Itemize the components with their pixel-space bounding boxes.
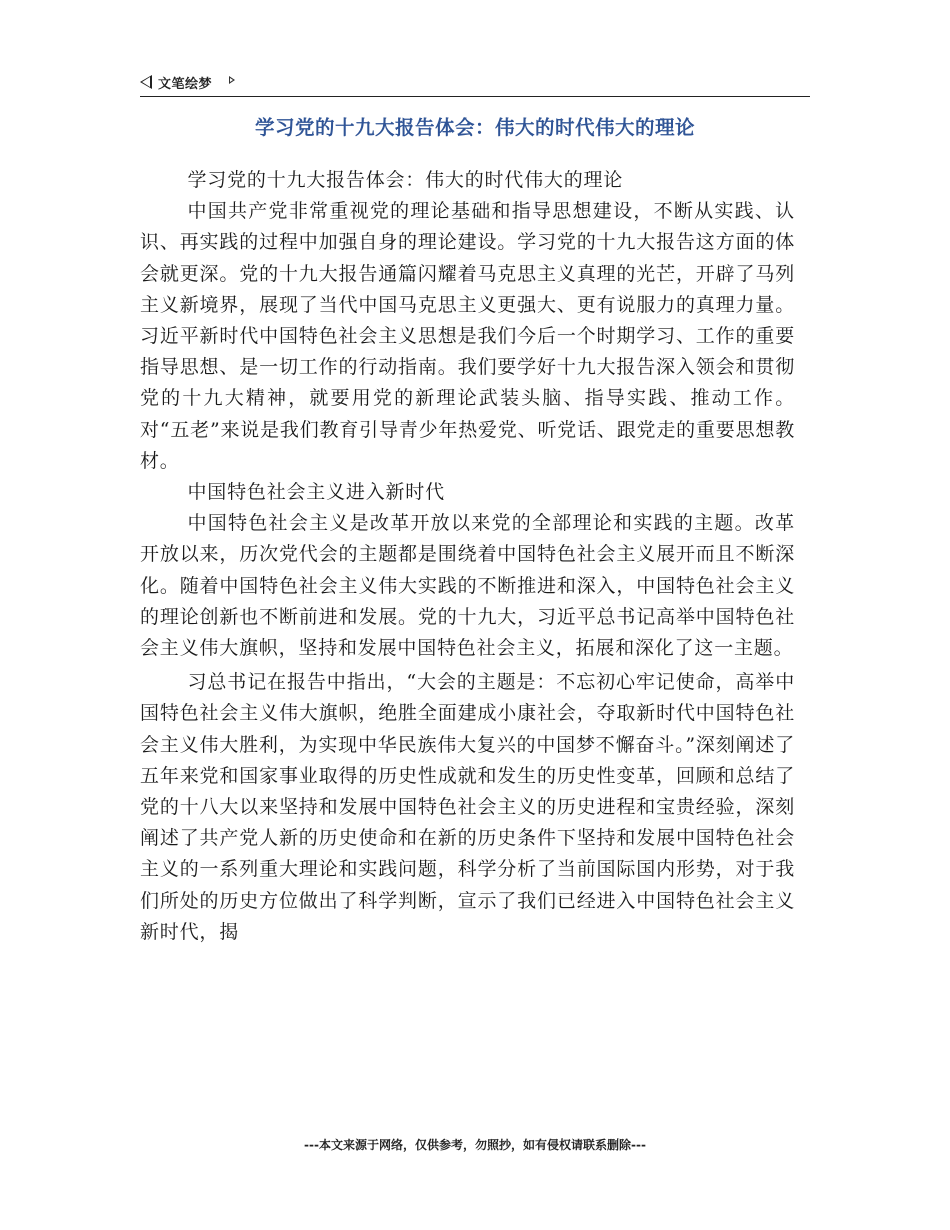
section-heading: 中国特色社会主义进入新时代 <box>187 481 445 504</box>
header-brand: 文笔绘梦 <box>158 77 213 92</box>
triangle-left-icon <box>140 75 152 89</box>
paragraph: 学习党的十九大报告体会：伟大的时代伟大的理论 <box>187 169 624 191</box>
page-header <box>140 66 810 97</box>
document-title: 学习党的十九大报告体会：伟大的时代伟大的理论 <box>254 116 695 139</box>
footer-disclaimer: ---本文来源于网络，仅供参考，勿照抄，如有侵权请联系删除--- <box>304 1138 646 1152</box>
paragraph: 中国共产党非常重视党的理论基础和指导思想建设，不断从实践、认识、再实践的过程中加强自身的理论建设。学习党的十九大报告这方面的体会就更深。党的十九大报告通篇闪耀着马克思主义真理的光芒，开辟了马列主义新境界，展现了当代中国马克思主义更强大、更有说服力的真理力量。习近平新时代中国特色社会主义思想是我们今后一个时期学习、工作的重要指导思想、是一切工作的行动指南。我们要学好十九大报告深入领会和贯彻党的十九大精神，就要用党的新理论武装头脑、指导实践、推动工作。对“五老”来说是我们教育引导青少年热爱党、听党话、跟党走的重要思想教材。 <box>140 200 795 472</box>
document-body <box>140 165 795 948</box>
paragraph: 中国特色社会主义是改革开放以来党的全部理论和实践的主题。改革开放以来，历次党代会的主题都是围绕着中国特色社会主义展开而且不断深化。随着中国特色社会主义伟大实践的不断推进和深入，中国特色社会主义的理论创新也不断前进和发展。党的十九大，习近平总书记高举中国特色社会主义伟大旗帜，坚持和发展中国特色社会主义，拓展和深化了这一主题。 <box>140 512 795 660</box>
paragraph: 习总书记在报告中指出，“大会的主题是：不忘初心牢记使命，高举中国特色社会主义伟大旗帜，绝胜全面建成小康社会，夺取新时代中国特色社会主义伟大胜利，为实现中华民族伟大复兴的中国梦不懈奋斗。”深刻阐述了五年来党和国家事业取得的历史性成就和发生的历史性变革，回顾和总结了党的十八大以来坚持和发展中国特色社会主义的历史进程和宝贵经验，深刻阐述了共产党人新的历史使命和在新的历史条件下坚持和发展中国特色社会主义的一系列重大理论和实践问题，科学分析了当前国际国内形势，对于我们所处的历史方位做出了科学判断，宣示了我们已经进入中国特色社会主义新时代，揭 <box>140 671 795 943</box>
triangle-right-icon <box>229 76 235 84</box>
